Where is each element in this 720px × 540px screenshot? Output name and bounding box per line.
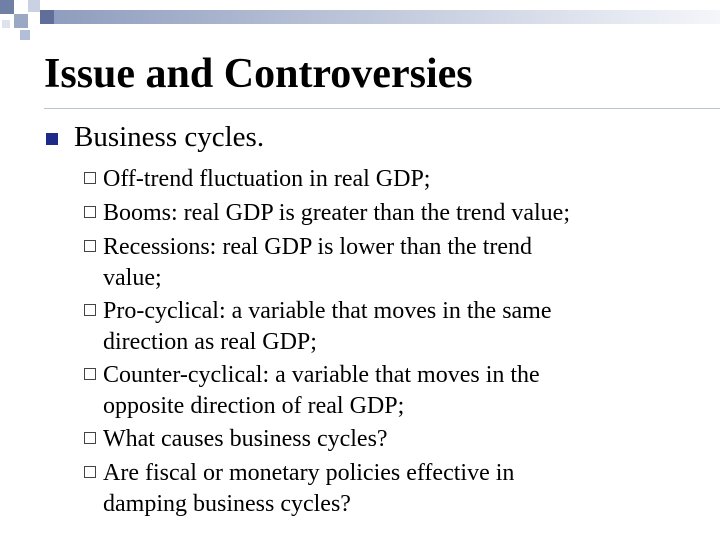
list-item-text: Recessions: real GDP is lower than the trend [103, 234, 533, 260]
list-item-text-continued: direction as real GDP; [103, 329, 317, 355]
list-item-text-continued: value; [103, 265, 162, 291]
sub-bullet-list [83, 162, 683, 520]
list-item-text-continued: damping business cycles? [103, 491, 351, 517]
list-item [83, 294, 683, 358]
title-divider [44, 108, 720, 109]
header-decoration [0, 0, 720, 46]
list-item-text: What causes business cycles? [103, 426, 388, 452]
list-item-text-continued: opposite direction of real GDP; [103, 393, 405, 419]
checkbox-bullet-icon [84, 172, 96, 184]
list-item [83, 456, 683, 520]
list-item [83, 196, 683, 230]
checkbox-bullet-icon [84, 304, 96, 316]
list-item-text: Are fiscal or monetary policies effective in [103, 460, 515, 486]
checkbox-bullet-icon [84, 368, 96, 380]
list-item-text: Booms: real GDP is greater than the trend value; [103, 200, 570, 226]
slide-title: Issue and Controversies [44, 51, 473, 97]
list-item-text: Pro-cyclical: a variable that moves in the same [103, 298, 552, 324]
list-item-text: Off-trend fluctuation in real GDP; [103, 166, 431, 192]
main-bullet-text: Business cycles. [74, 121, 265, 153]
list-item [83, 422, 683, 456]
checkbox-bullet-icon [84, 432, 96, 444]
list-item-text: Counter-cyclical: a variable that moves in the [103, 362, 540, 388]
checkbox-bullet-icon [84, 466, 96, 478]
square-bullet-icon [46, 133, 58, 145]
checkbox-bullet-icon [84, 206, 96, 218]
list-item [83, 358, 683, 422]
checkbox-bullet-icon [84, 240, 96, 252]
list-item [83, 230, 683, 294]
list-item [83, 162, 683, 196]
